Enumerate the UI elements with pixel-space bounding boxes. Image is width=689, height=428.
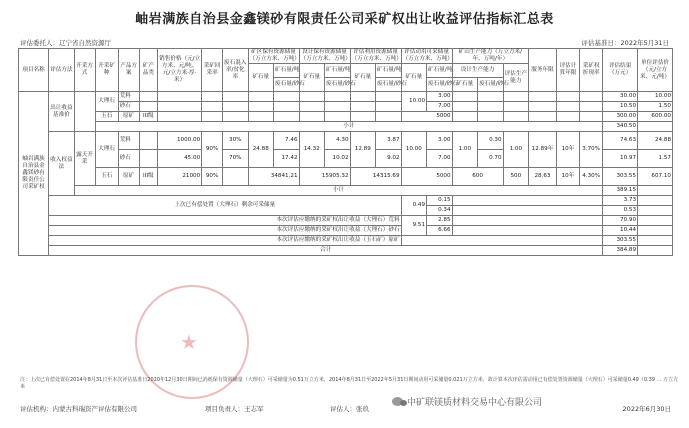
blank [401,236,603,246]
prev-c: 0.49 [401,196,427,216]
method-a: 出让收益基准价 [49,92,75,132]
blank [139,150,158,168]
page-title: 岫岩满族自治县金鑫镁砂有限责任公司采矿权出让收益评估指标汇总表 [135,12,554,27]
blank [350,92,376,102]
blank [274,112,300,122]
hdr-project: 项目名称 [19,49,49,92]
hdr-design-cap: 设计生产能力 [452,64,503,78]
hdr-mined-reserve: 矿区保有资源储量（万立方米、万吨） [249,49,300,62]
blank [638,216,673,226]
prev-b: 0.34 [427,206,453,216]
blank [158,102,202,112]
blank [452,216,603,226]
b-jade-unit: 607.10 [638,168,673,186]
this-r3: 303.55 [603,236,638,246]
hdr-unit-price: 单位评估价（元/立方米、元/吨） [638,49,673,92]
blank [452,102,478,112]
hdr-dilution: 废石混入率/贫化率 [223,49,249,92]
a-jade: 5000 [401,112,452,122]
hdr-sub: 废石量/砂石 [478,78,504,92]
b-jade-cap: 600 [452,168,503,186]
blank [350,112,376,122]
prev-a: 0.15 [427,196,453,206]
hdr-product-type: 矿产品类 [139,49,158,92]
blank [452,196,603,206]
product-marble-a: 荒料 [118,92,139,102]
blank [638,196,673,206]
blank [248,92,274,102]
mine-jade-b: 玉石 [95,168,118,186]
b-ecap2: 0.70 [478,150,504,168]
prev-r2: 0.53 [603,206,638,216]
mining-a-blank [74,92,95,132]
blank [299,112,325,122]
a-sand-unit: 1.50 [638,102,673,112]
hdr-design-reserve: 设计保有资源储量（万立方米、万吨） [300,49,351,62]
hdr-price: 销售价格（元/立方米、元/吨、元/立方米·厚·米） [158,49,202,92]
hdr-sub: 矿石量/吨 [376,64,402,78]
b-jade-price: 21000 [158,168,202,186]
b-jade-res: 303.55 [603,168,638,186]
subtotal-b: 小计 [74,186,603,196]
hdr-sub: 废石量/砂石 [274,78,300,92]
blank [325,92,351,102]
hdr-sub: 矿石量/吨 [274,64,300,78]
b-marble-price: 1000.00 [158,132,202,150]
blank [223,102,249,112]
hdr-result: 评估结果（万元） [603,49,638,92]
b-sand-price: 45.00 [158,150,202,168]
b-mined2: 17.42 [274,150,300,168]
b-sand-unit: 1.57 [638,150,673,168]
prev-remaining: 上次已有偿处置（大理石）剩余可采储量 [49,196,401,216]
product-sand-a: 砂石 [118,102,139,112]
a-marble-unit: 10.00 [638,92,673,102]
method-b: 收入权益法 [49,132,75,196]
blank [580,102,603,112]
blank [139,132,158,150]
hdr-life: 服务年限 [529,49,557,92]
this-d: 9.51 [401,216,427,236]
blank [638,246,673,256]
blank [638,236,673,246]
blank [139,92,158,102]
hdr-sub: 矿石量 [452,78,478,92]
blank [299,92,325,102]
blank [452,92,478,102]
grade-b: III级 [139,168,158,186]
hdr-eval-cap: 评估生产能力 [503,64,529,92]
blank [452,206,603,216]
hdr-recoverable: 评估动用可采储量（万立方米、万吨） [402,49,453,62]
blank [350,102,376,112]
b-rec2: 7.00 [427,150,453,168]
blank [139,102,158,112]
watermark-text: 中矿联镁质材料交易中心有限公司 [407,398,543,408]
blank [376,112,402,122]
blank [638,122,673,132]
b-rec1: 3.00 [427,132,453,150]
blank [452,226,603,236]
hdr-capacity: 矿山生产能力（万立方米/年、万吨/年） [452,49,529,64]
blank [376,92,402,102]
blank [202,102,223,112]
hdr-sub: 废石量/砂石 [427,78,453,92]
b-marble-res: 74.63 [603,132,638,150]
blank [325,112,351,122]
b-recovery: 90% [202,132,223,168]
blank [638,206,673,216]
grade-a: III级 [139,112,158,122]
subtotal-a: 小计 [95,122,603,132]
total-label: 合计 [49,246,603,256]
mining-b: 露天开采 [74,132,95,186]
blank [202,92,223,102]
b-jade-disc: 4.30% [580,168,603,186]
watermark [392,395,542,408]
footer-date: 2022年6月30日 [622,405,671,413]
b-jade-ecap: 500 [503,168,529,186]
footer-reviewer: 评估人：张玖 [330,405,369,413]
footnote: 注：上次已有偿处置在2014年8月31日至本次评估基准日2020年12月30日期间已消耗保有资源储量（大理石）可采储量为0.51万立方米，2014年8月31日至2022年5月31日期间动用可采储量0.021万立方米，故计算本次评估需动用已有偿处置资源储量（大理石）可采储量0.49（0.39 … 万立方米 [20,377,679,390]
a-jade-unit: 600.00 [638,112,673,122]
blank [223,92,249,102]
mine-dolomite-b: 大理石 [95,132,118,168]
b-mined1: 7.46 [274,132,300,150]
b-subtotal: 389.15 [603,186,638,196]
b-jade-eval: 14315.69 [350,168,401,186]
a-sand-res: 10.50 [603,102,638,112]
b-sand-res: 10.97 [603,150,638,168]
footer-lead: 项目负责人：王志军 [205,405,264,413]
seal-star-icon: ★ [180,330,198,354]
b-dil1: 30% [223,132,249,150]
client-label: 评估委托人：辽宁省自然资源厅 [20,39,111,47]
project-cell: 岫岩满族自治县金鑫镁砂有限责任公司采矿权 [19,92,49,256]
blank [638,186,673,196]
mine-jade-a: 玉石 [95,112,118,122]
blank [503,112,529,122]
a-marble-ore: 3.00 [427,92,453,102]
blank [248,102,274,112]
hdr-sub: 废石量/砂石 [325,78,351,92]
product-jade-b: 原矿 [118,168,139,186]
product-sand-b: 砂石 [118,150,139,168]
b-jade-rec: 5000 [401,168,452,186]
a-sand-ore: 7.00 [427,102,453,112]
blank [158,92,202,102]
b-jade-mined: 34841.21 [248,168,299,186]
this-d1: 2.85 [427,216,453,226]
blank [638,226,673,236]
this-dolomite: 本次评估应缴纳的采矿权出让收益（大理石）荒料 [49,216,401,226]
blank [325,102,351,112]
hdr-product: 产品方案 [118,49,139,92]
b-design2: 10.02 [325,150,351,168]
wechat-icon [392,397,403,406]
hdr-sub: 矿石量/吨 [427,64,453,78]
blank [556,92,579,102]
b-jade-life: 28.63 [529,168,557,186]
total-res: 384.89 [603,246,638,256]
hdr-eval-reserve: 评估利用资源储量（万立方米、万吨） [351,49,402,62]
blank [248,112,274,122]
hdr-sub: 矿石量 [350,64,376,92]
hdr-sub: 废石量/砂石 [376,78,402,92]
this-r1: 70.90 [603,216,638,226]
hdr-eval-years: 评估计算年限 [556,49,579,92]
footer-agency: 评估机构：内蒙古科瑞资产评估有限公司 [20,405,137,413]
a-subtotal: 340.50 [603,122,638,132]
b-dil2: 70% [223,150,249,168]
blank [503,102,529,112]
b-cap: 1.00 [452,132,478,168]
blank [556,102,579,112]
blank [158,112,202,122]
b-eval-t: 10.00 [401,132,427,168]
summary-table [18,48,673,256]
a-marble-res: 30.00 [603,92,638,102]
b-life: 12.89年 [529,132,557,168]
prev-r1: 3.73 [603,196,638,206]
hdr-method: 评估方法 [49,49,75,92]
b-design1: 4.30 [325,132,351,150]
blank [274,102,300,112]
b-design-total: 14.32 [299,132,325,168]
b-eval1: 3.87 [376,132,402,150]
b-disc: 3.70% [580,132,603,168]
blank [556,112,579,122]
this-r2: 10.44 [603,226,638,236]
hdr-recovery: 采矿回采率 [202,49,223,92]
this-d2: 6.66 [427,226,453,236]
blank [452,112,478,122]
hdr-sub: 矿石量/吨 [325,64,351,78]
hdr-mine-type: 开采矿种 [95,49,118,92]
blank [580,92,603,102]
blank [503,92,529,102]
blank [478,92,504,102]
product-jade-a: 原矿 [118,112,139,122]
b-eval-total: 12.89 [350,132,376,168]
blank [223,112,249,122]
b-mined-total: 24.88 [248,132,274,168]
base-date-label: 评估基准日：2022年5月31日 [581,39,669,47]
b-eyears: 10年 [556,132,579,168]
blank [529,92,557,102]
b-cap2: 1.00 [503,132,529,168]
mine-dolomite-a: 大理石 [95,92,118,112]
blank [202,112,223,122]
blank [529,112,557,122]
blank [274,92,300,102]
this-jade: 本次评估应缴纳的采矿权出让收益（玉石矿）原矿 [49,236,401,246]
hdr-discount: 采矿权折现率 [580,49,603,92]
blank [529,102,557,112]
hdr-mining: 开采方式 [74,49,95,92]
blank [299,102,325,112]
b-jade-design: 15905.32 [299,168,350,186]
a-jade-res: 300.00 [603,112,638,122]
b-jade-years: 10年 [556,168,579,186]
hdr-sub: 矿石量 [248,64,274,92]
blank [478,102,504,112]
blank [580,112,603,122]
blank [376,102,402,112]
blank [223,168,249,186]
hdr-sub: 矿石量 [401,64,427,92]
hdr-sub: 矿石量 [299,64,325,92]
b-marble-unit: 24.88 [638,132,673,150]
b-jade-recovery: 90% [202,168,223,186]
this-waste: 本次评估应缴纳的采矿权出让收益（大理石）砂石 [49,226,401,236]
b-eval2: 9.02 [376,150,402,168]
b-ecap1: 0.30 [478,132,504,150]
a-total-ore: 10.00 [401,92,427,112]
blank [478,112,504,122]
product-marble-b: 荒料 [118,132,139,150]
